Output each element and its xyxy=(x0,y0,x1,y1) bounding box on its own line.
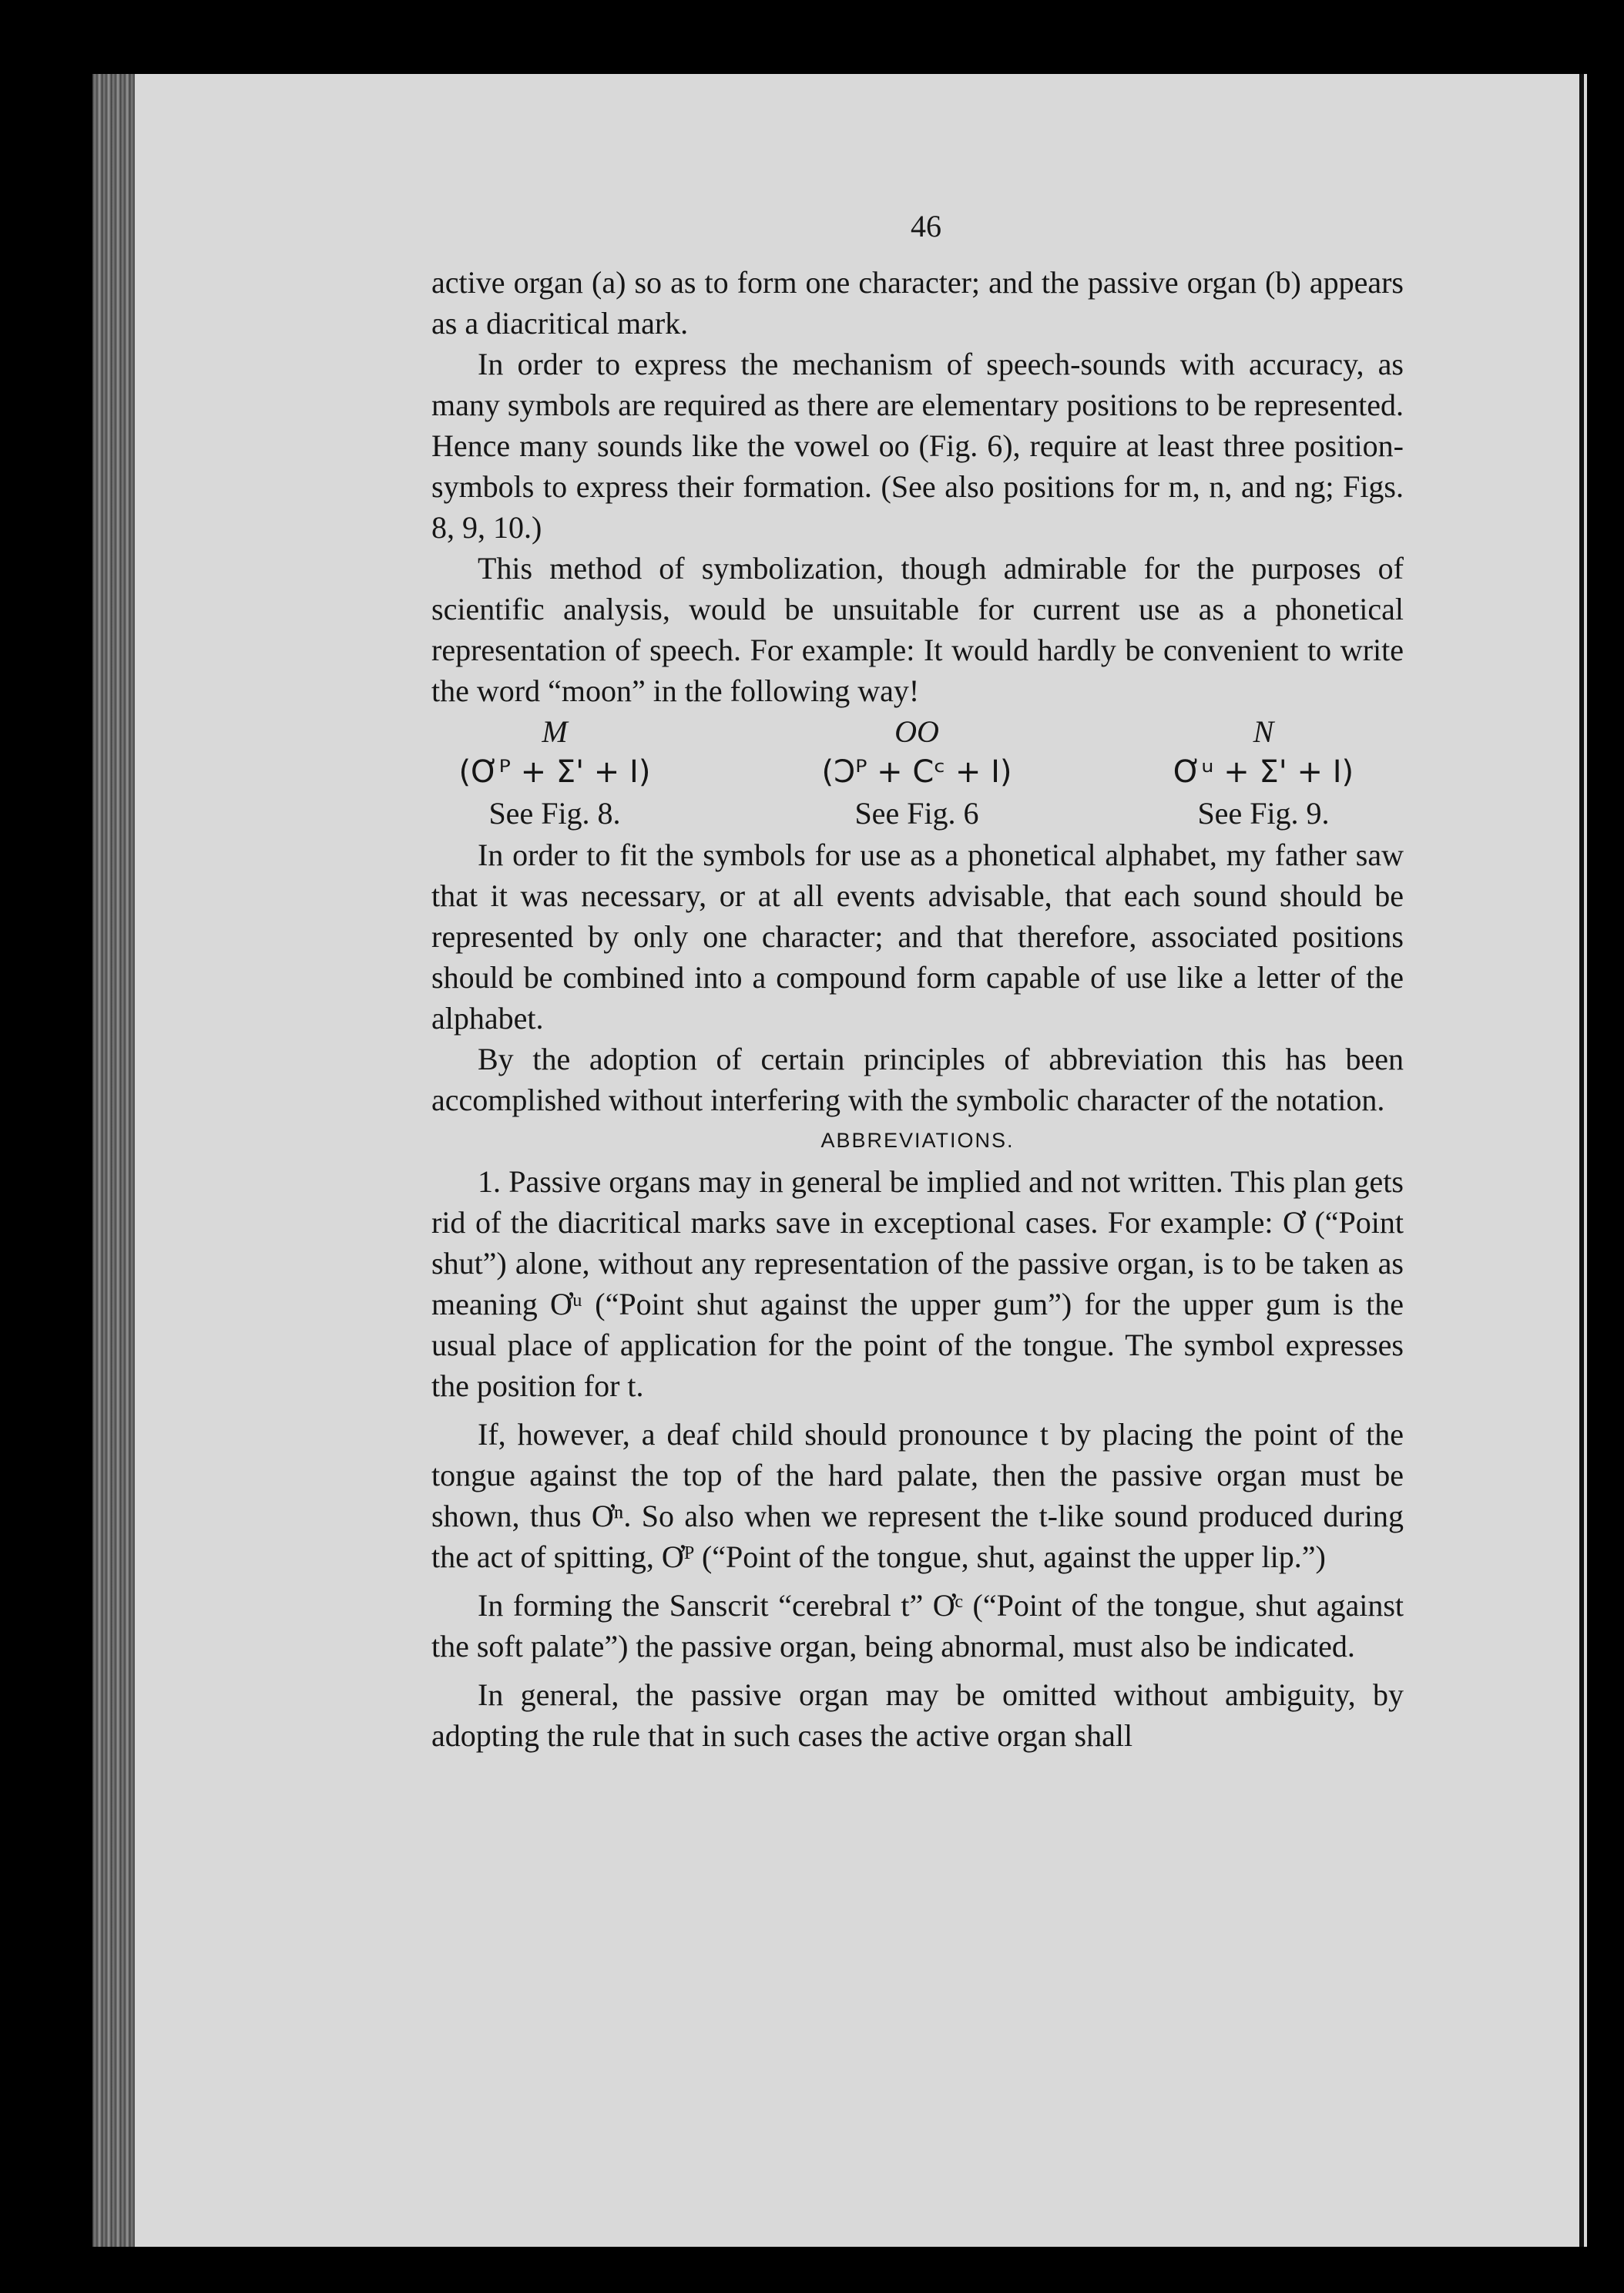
page-number: 46 xyxy=(911,209,941,243)
example-column-oo xyxy=(794,711,1040,834)
section-heading: ABBREVIATIONS. xyxy=(820,1129,1015,1152)
paragraph-continued: active organ (a) so as to form one character; and the passive organ (b) appears as a diacritical mark. xyxy=(431,265,1404,341)
page-spine-edge xyxy=(92,74,135,2247)
example-label: OO xyxy=(894,714,939,749)
example-column-n xyxy=(1140,711,1387,834)
example-formula: (Ơᴾ + Σ' + I) xyxy=(458,754,651,790)
paragraph: In general, the passive organ may be omitted without ambiguity, by adopting the rule that in such cases the active organ shall xyxy=(431,1677,1404,1753)
example-figure-ref: See Fig. 9. xyxy=(1197,796,1330,831)
example-column-m xyxy=(431,711,678,834)
paragraph: This method of symbolization, though admirable for the purposes of scientific analysis, would be unsuitable for current use as a phonetical representation of speech. For example: It would hardly be convenient to write the word “moon” in the following way! xyxy=(431,551,1404,708)
example-label: N xyxy=(1253,714,1274,749)
paragraph: In order to express the mechanism of speech-sounds with accuracy, as many symbols are required as there are elementary positions to be represented. Hence many sounds like the vowel oo (Fig. 6), require at least three position-symbols to express their formation. (See also positions for m, n, and ng; Figs. 8, 9, 10.) xyxy=(431,347,1404,545)
example-figure-ref: See Fig. 8. xyxy=(488,796,621,831)
paragraph: 1. Passive organs may in general be implied and not written. This plan gets rid of the diacritical marks save in exceptional cases. For example: Ơ (“Point shut”) alone, without any representation of the passive organ, is to be taken as meaning Ơᵘ (“Point shut against the upper gum”) for the upper gum is the usual place of application for the point of the tongue. The symbol expresses the position for t. xyxy=(431,1164,1404,1403)
paragraph: In forming the Sanscrit “cerebral t” Ơᶜ (“Point of the tongue, shut against the soft palate”) the passive organ, being abnormal, must also be indicated. xyxy=(431,1588,1404,1664)
paragraph: By the adoption of certain principles of abbreviation this has been accomplished without interfering with the symbolic character of the notation. xyxy=(431,1042,1404,1117)
example-label: M xyxy=(542,714,568,749)
paragraph: If, however, a deaf child should pronounce t by placing the point of the tongue against the top of the hard palate, then the passive organ must be shown, thus Ơⁿ. So also when we represent the t-like sound produced during the act of spitting, Ơᴾ (“Point of the tongue, shut, against the upper lip.”) xyxy=(431,1417,1404,1574)
example-figure-ref: See Fig. 6 xyxy=(854,796,979,831)
example-formula: Ơᵘ + Σ' + I) xyxy=(1173,754,1354,790)
paragraph: In order to fit the symbols for use as a phonetical alphabet, my father saw that it was necessary, or at all events advisable, that each sound should be represented by only one character; and that therefore, associated positions should be combined into a compound form capable of use like a letter of the alphabet. xyxy=(431,838,1404,1036)
moon-example xyxy=(431,711,1404,834)
example-formula: (Ɔᴾ + Cᶜ + I) xyxy=(821,754,1012,790)
page-right-edge xyxy=(1579,74,1584,2247)
page-body xyxy=(431,196,1404,1756)
